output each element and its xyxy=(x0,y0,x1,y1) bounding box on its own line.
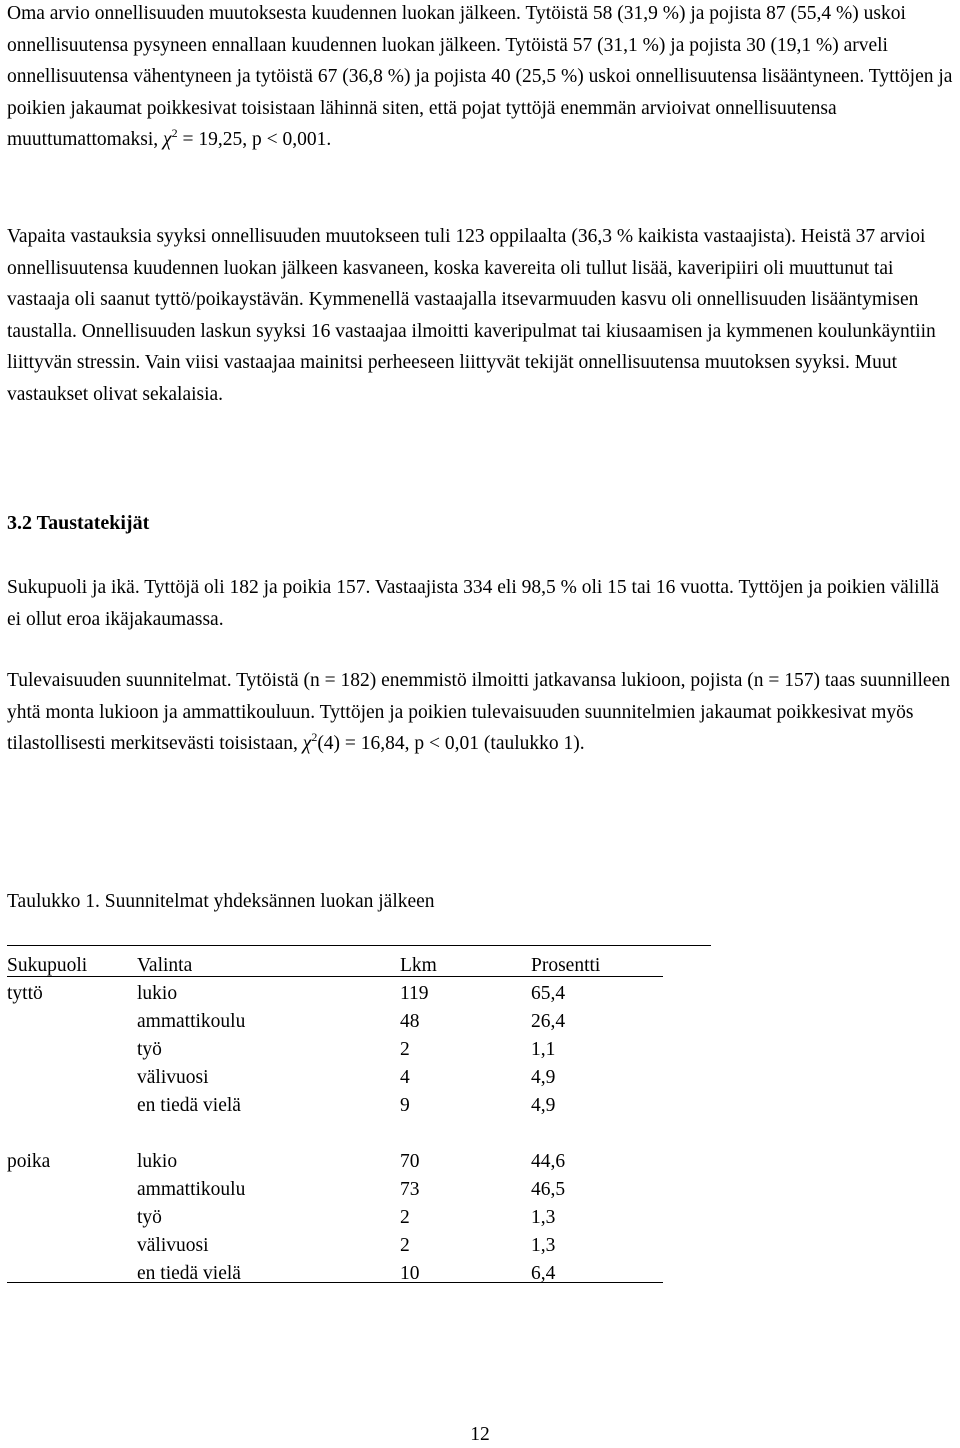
table-cell: 1,3 xyxy=(531,1235,556,1256)
table-top-rule xyxy=(7,945,711,946)
paragraph-text-end: (4) = 16,84, p < 0,01 (taulukko 1). xyxy=(317,733,585,754)
table-cell: ammattikoulu xyxy=(137,1011,246,1032)
paragraph-future-plans xyxy=(7,665,953,760)
chi-symbol: χ xyxy=(163,129,172,150)
paragraph-text: Tulevaisuuden suunnitelmat. Tytöistä (n = 182) enemmistö ilmoitti jatkavansa lukioon, pojista (n = 157) taas suunnilleen yhtä monta lukioon ja ammattikouluun. Tyttöjen ja poikien tulevaisuuden suunnitelmien jakaumat poikkesivat myös tilastollisesti merkitsevästi toisistaan, xyxy=(7,670,950,754)
superscript: 2 xyxy=(171,125,178,140)
table-cell: 10 xyxy=(400,1263,420,1284)
table-cell: 46,5 xyxy=(531,1179,566,1200)
table-cell: 65,4 xyxy=(531,983,566,1004)
paragraph-happiness-change xyxy=(7,0,953,156)
table-header-cell: Valinta xyxy=(137,955,193,976)
table-cell: 4,9 xyxy=(531,1067,556,1088)
paragraph-text-end: = 19,25, p < 0,001. xyxy=(177,129,332,150)
table-cell: 119 xyxy=(400,983,429,1004)
table-cell: 6,4 xyxy=(531,1263,556,1284)
paragraph-gender-age: Sukupuoli ja ikä. Tyttöjä oli 182 ja poikia 157. Vastaajista 334 eli 98,5 % oli 15 tai 16 vuotta. Tyttöjen ja poikien välillä ei ollut eroa ikäjakaumassa. xyxy=(7,577,940,630)
table-cell: 73 xyxy=(400,1179,420,1200)
table-cell: 2 xyxy=(400,1235,410,1256)
table-cell: tyttö xyxy=(7,983,43,1004)
table-cell: työ xyxy=(137,1207,162,1228)
table-cell: 2 xyxy=(400,1039,410,1060)
table-cell: välivuosi xyxy=(137,1067,209,1088)
table-cell: työ xyxy=(137,1039,162,1060)
table-cell: 48 xyxy=(400,1011,420,1032)
table-cell: 9 xyxy=(400,1095,410,1116)
table-header-cell: Lkm xyxy=(400,955,437,976)
table-cell: lukio xyxy=(137,983,178,1004)
page-number: 12 xyxy=(470,1424,490,1445)
section-heading: 3.2 Taustatekijät xyxy=(7,512,150,534)
table-cell: 1,3 xyxy=(531,1207,556,1228)
paragraph-free-responses: Vapaita vastauksia syyksi onnellisuuden muutokseen tuli 123 oppilaalta (36,3 % kaikista vastaajista). Heistä 37 arvioi onnellisuutensa kuudennen luokan jälkeen kasvaneen, koska kavereita oli tullut lisää, kaveripiiri oli muuttunut tai vastaaja oli saanut tyttö/poikaystävän. Kymmenellä vastaajalla itsevarmuuden kasvu oli onnellisuuden lisääntymisen taustalla. Onnellisuuden laskun syyksi 16 vastaajaa ilmoitti kaveripulmat tai kiusaamisen ja kymmenen koulunkäyntiin liittyvän stressin. Vain viisi vastaajaa mainitsi perheeseen liittyvät tekijät onnellisuutensa muutoksen syyksi. Muut vastaukset olivat sekalaisia. xyxy=(7,226,936,405)
table-cell: en tiedä vielä xyxy=(137,1095,241,1116)
chi-symbol: χ xyxy=(302,733,312,754)
table-cell: ammattikoulu xyxy=(137,1179,246,1200)
table-cell: 4,9 xyxy=(531,1095,556,1116)
table-cell: 4 xyxy=(400,1067,410,1088)
paragraph-text: Oma arvio onnellisuuden muutoksesta kuudennen luokan jälkeen. Tytöistä 58 (31,9 %) ja pojista 87 (55,4 %) uskoi onnellisuutensa pysyneen ennallaan kuudennen luokan jälkeen. Tytöistä 57 (31,1 %) ja pojista 30 (19,1 %) arveli onnellisuutensa vähentyneen ja tytöistä 67 (36,8 %) ja pojista 40 (25,5 %) uskoi onnellisuutensa lisääntyneen. Tyttöjen ja poikien jakaumat poikkesivat toisistaan lähinnä siten, että pojat tyttöjä enemmän arvioivat onnellisuutensa muuttumattomaksi, xyxy=(7,3,953,150)
table-cell: 44,6 xyxy=(531,1151,566,1172)
table-cell: 70 xyxy=(400,1151,420,1172)
table-bottom-rule xyxy=(7,1282,663,1283)
table-cell: 2 xyxy=(400,1207,410,1228)
table-cell: en tiedä vielä xyxy=(137,1263,241,1284)
table-cell: välivuosi xyxy=(137,1235,209,1256)
table-cell: 1,1 xyxy=(531,1039,556,1060)
table-header-cell: Sukupuoli xyxy=(7,955,88,976)
superscript: 2 xyxy=(311,729,318,744)
table-cell: lukio xyxy=(137,1151,178,1172)
table-cell: 26,4 xyxy=(531,1011,566,1032)
table-header-cell: Prosentti xyxy=(531,955,601,976)
table-caption: Taulukko 1. Suunnitelmat yhdeksännen luokan jälkeen xyxy=(7,891,435,912)
table-cell: poika xyxy=(7,1151,51,1172)
